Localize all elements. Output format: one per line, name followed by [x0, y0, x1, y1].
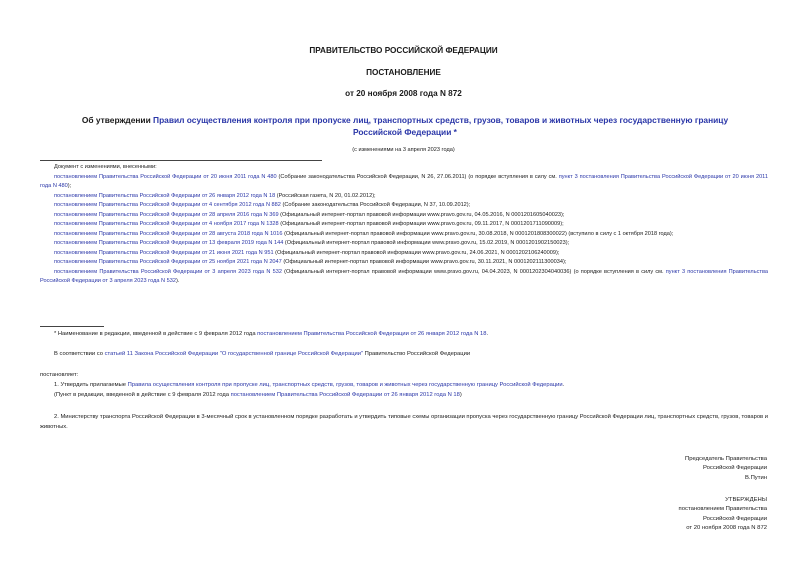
approval-block [567, 496, 767, 534]
list-item [40, 249, 768, 259]
preamble-text: В соответствии со [54, 351, 105, 357]
change-text: (Собрание законодательства Российской Федерации, N 37, 10.09.2012); [280, 202, 471, 208]
point-1 [40, 381, 768, 400]
divider [40, 160, 322, 161]
signature-block [567, 455, 767, 483]
change-text: (Официальный интернет-портал правовой информации www.pravo.gov.ru, 09.11.2017, N 0001201711090009); [278, 221, 564, 227]
decrees-label [40, 371, 768, 381]
list-item [40, 258, 768, 268]
change-link[interactable]: постановлением Правительства Российской Федерации от 20 июня 2011 года N 480 [54, 173, 277, 180]
signature-country: Российской Федерации [702, 465, 767, 472]
approval-heading: УТВЕРЖДЕНЫ [725, 497, 767, 503]
change-text: (Российская газета, N 20, 01.02.2012); [275, 192, 376, 199]
point1-text: 1. Утвердить прилагаемые [54, 382, 128, 388]
footnote-divider [40, 326, 104, 327]
change-link[interactable]: постановлением Правительства Российской Федерации от 4 сентября 2012 года N 882 [54, 202, 281, 208]
approval-line: Российской Федерации [702, 515, 767, 522]
government-heading: ПРАВИТЕЛЬСТВО РОССИЙСКОЙ ФЕДЕРАЦИИ [309, 46, 498, 55]
change-link[interactable]: постановлением Правительства Российской Федерации от 3 апреля 2023 года N 532 [54, 268, 282, 275]
document-title [60, 114, 750, 138]
list-item [40, 201, 768, 211]
footnote-end: . [486, 331, 489, 337]
change-link[interactable]: постановлением Правительства Российской Федерации от 4 ноября 2017 года N 1328 [54, 221, 279, 227]
point1-note-link[interactable]: постановлением Правительства Российской Федерации от 26 января 2012 года N 18 [230, 391, 460, 398]
point1-note-end: ) [459, 391, 462, 398]
footnote-text: * Наименование в редакции, введенной в действие с 9 февраля 2012 года [54, 331, 258, 337]
change-link[interactable]: постановлением Правительства Российской Федерации от 28 августа 2018 года N 1016 [54, 230, 283, 237]
approval-line: постановлением Правительства [678, 506, 767, 513]
list-item [40, 239, 768, 249]
law-link[interactable]: статьей 11 Закона Российской Федерации "О государственной границе Российской Федерации" [104, 351, 364, 357]
revision-note: (с изменениями на 3 апреля 2023 года) [352, 147, 455, 153]
rules-link[interactable]: Правила осуществления контроля при пропуске лиц, транспортных средств, грузов, товаров и животных через государственную границу Российской Федерации [127, 382, 563, 388]
change-link[interactable]: постановлением Правительства Российской Федерации от 13 февраля 2019 года N 144 [54, 240, 284, 246]
title-link[interactable]: Правил осуществления контроля при пропуске лиц, транспортных средств, грузов, товаров и животных через государственную границу Российской Федерации * [153, 115, 729, 137]
footnote [40, 330, 768, 340]
list-item [40, 211, 768, 221]
change-link-secondary[interactable]: пункт 3 постановления Правительства Российской Федерации от 3 апреля 2023 года N 532 [40, 268, 768, 284]
change-text: (Официальный интернет-портал правовой информации www.pravo.gov.ru, 15.02.2019, N 0001201902150023); [283, 240, 570, 246]
change-link[interactable]: постановлением Правительства Российской Федерации от 28 апреля 2016 года N 369 [54, 211, 279, 218]
point1-note-text: (Пункт в редакции, введенной в действие с 9 февраля 2012 года [54, 391, 231, 398]
list-item [40, 192, 768, 202]
title-prefix: Об утверждении [81, 115, 154, 125]
change-text: (Официальный интернет-портал правовой информации www.pravo.gov.ru, 30.08.2018, N 0001201808300022) (вступило в силу с 1 октября 2018 года); [282, 230, 674, 237]
footnote-link[interactable]: постановлением Правительства Российской Федерации от 26 января 2012 года N 18 [257, 331, 487, 337]
doc-date-number: от 20 ноября 2008 года N 872 [345, 89, 462, 98]
change-link[interactable]: постановлением Правительства Российской Федерации от 26 января 2012 года N 18 [54, 192, 276, 199]
change-link[interactable]: постановлением Правительства Российской Федерации от 21 июня 2021 года N 951 [54, 249, 274, 256]
list-item [40, 268, 768, 287]
preamble [40, 350, 768, 360]
list-item [40, 230, 768, 240]
change-text: (Официальный интернет-портал правовой информации www.pravo.gov.ru, 30.11.2021, N 0001202111300034); [281, 259, 567, 265]
change-link-secondary[interactable]: пункт 3 постановления Правительства Российской Федерации от 20 июня 2011 года N 480 [40, 173, 768, 189]
doc-type-heading: ПОСТАНОВЛЕНИЕ [366, 68, 441, 77]
signature-name: В.Путин [745, 474, 767, 481]
change-text: (Официальный интернет-портал правовой информации www.pravo.gov.ru, 04.04.2023, N 0001202304040036) (о порядке вступления в силу см. [281, 268, 666, 275]
list-item [40, 220, 768, 230]
point2-text: 2. Министерству транспорта Российской Федерации в 3-месячный срок в установленном порядке разработать и утвердить типовые схемы организации пропуска через государственную границу Российской Федерации лиц, транспортных средств, грузов, товаров и животных. [40, 414, 768, 430]
changes-list [40, 163, 768, 287]
change-text: (Собрание законодательства Российской Федерации, N 26, 27.06.2011) (о порядке вступления в силу см. [276, 173, 559, 180]
change-text: (Официальный интернет-портал правовой информации www.pravo.gov.ru, 04.05.2016, N 0001201605040023); [278, 211, 565, 218]
point-2 [40, 413, 768, 432]
changes-intro: Документ с изменениями, внесенными: [54, 164, 157, 170]
signature-title: Председатель Правительства [684, 456, 767, 462]
preamble-end: Правительство Российской Федерации [363, 351, 471, 357]
change-text: (Официальный интернет-портал правовой информации www.pravo.gov.ru, 24.06.2021, N 0001202106240009); [273, 249, 560, 256]
approval-date: от 20 ноября 2008 года N 872 [686, 525, 767, 532]
point1-end: . [562, 382, 565, 388]
list-item [40, 173, 768, 192]
change-text-end: ); [67, 183, 72, 189]
change-text-end: ). [175, 278, 180, 284]
change-link[interactable]: постановлением Правительства Российской Федерации от 25 ноября 2021 года N 2047 [54, 259, 282, 265]
decrees-text: постановляет: [40, 372, 79, 378]
